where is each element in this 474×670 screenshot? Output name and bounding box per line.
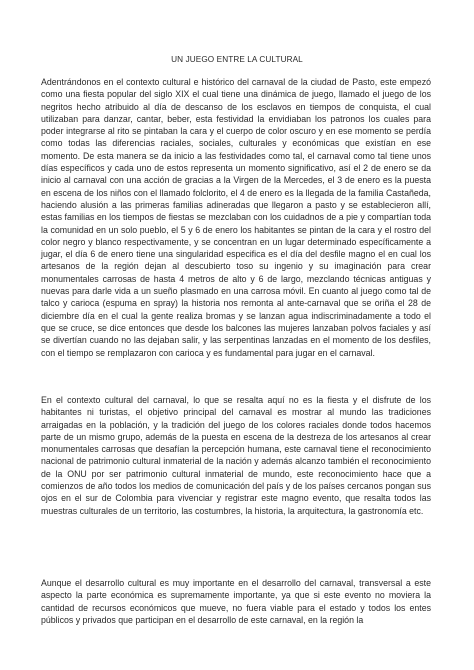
paragraph-1: Adentrándonos en el contexto cultural e histórico del carnaval de la ciudad de Pasto, este empezó como una fiesta popular del siglo XIX el cual tiene una dinámica de juego, llamado el juego de los negritos hecho atribuido al día de descanso de los esclavos en tiempos de conquista, el cual utilizaban para danzar, cantar, beber, esta festividad la envidiaban los patronos los cuales para poder integrarse al rito se pintaban la cara y el cuerpo de color oscuro y en ese momento se perdía como todas las diferencias raciales, sociales, culturales y económicas que existían en ese momento. De esta manera se da inicio a las festividades como tal, el carnaval como tal tiene unos días específicos y cada uno de estos representa un momento significativo, así el 2 de enero se da inicio al carnaval con una acción de gracias a la Virgen de la Mercedes, el 3 de enero es la puesta en escena de los niños con el llamado folclorito, el 4 de enero es la llegada de la familia Castañeda, haciendo alusión a las primeras familias adineradas que llegaron a pasto y se establecieron allí, estas familias en los tiempos de fiestas se mezclaban con los cuidadnos de a pie y compartían toda la comunidad en un solo pueblo, el 5 y 6 de enero los habitantes se pintan de la cara y el rostro del color negro y blanco respectivamente, y se concentran en un lugar determinado específicamente a jugar, el día 6 de enero tiene una singularidad especifica es el día del desfile magno el en cual los artesanos de la región dejan al descubierto toso su ingenio y su imaginación para crear monumentales carrosas de hasta 4 metros de alto y 6 de largo, mezclando técnicas antiguas y nuevas para darle vida a un sueño plasmado en una carrosa móvil. En cuanto al juego como tal de talco y carioca (espuma en spray) la historia nos remonta al ante-carnaval que se oriña el 28 de diciembre día en el cual la gente realiza bromas y se lanzan agua indiscriminadamente a todo el que se cruce, se dice entonces que desde los balcones las mujeres lanzaban polvos faciales y así se divertían cuando no las dejaban salir, y las serpentinas lanzadas en el momento de los desfiles, con el tiempo se remplazaron con carioca y es fundamental para jugar en el carnaval. — [41, 77, 431, 358]
paragraph-3: Aunque el desarrollo cultural es muy importante en el desarrollo del carnaval, transversal a este aspecto la parte económica es supremamente importante, ya que si este evento no moviera la cantidad de recursos económicos que mueve, no fuera viable para el estado y todos los entes públicos y privados que participan en el desarrollo de este carnaval, en la región la — [41, 578, 431, 625]
document-title: UN JUEGO ENTRE LA CULTURAL — [171, 55, 303, 64]
paragraph-2: En el contexto cultural del carnaval, lo que se resalta aquí no es la fiesta y el disfrute de los habitantes ni turistas, el objetivo principal del carnaval es mostrar al mundo las tradiciones arraigadas en la población, y la tradición del juego de los colores raciales donde todos hacemos parte de un mismo grupo, además de la puesta en escena de la destreza de los artesanos al crear monumentales carrosas que desafían la percepción humana, este carnaval tiene el reconocimiento nacional de patrimonio cultural inmaterial de la nación y además alcanzo también el reconocimiento de la ONU por ser patrimonio cultural inmaterial de mundo, este reconocimiento hace que a comienzos de año todos los medios de comunicación del país y de los países cercanos pongan sus ojos en el sur de Colombia para vivenciar y registrar este magno evento, que resalta todos las muestras culturales de un territorio, las costumbres, la historia, la arquitectura, la gastronomía etc. — [41, 395, 431, 516]
